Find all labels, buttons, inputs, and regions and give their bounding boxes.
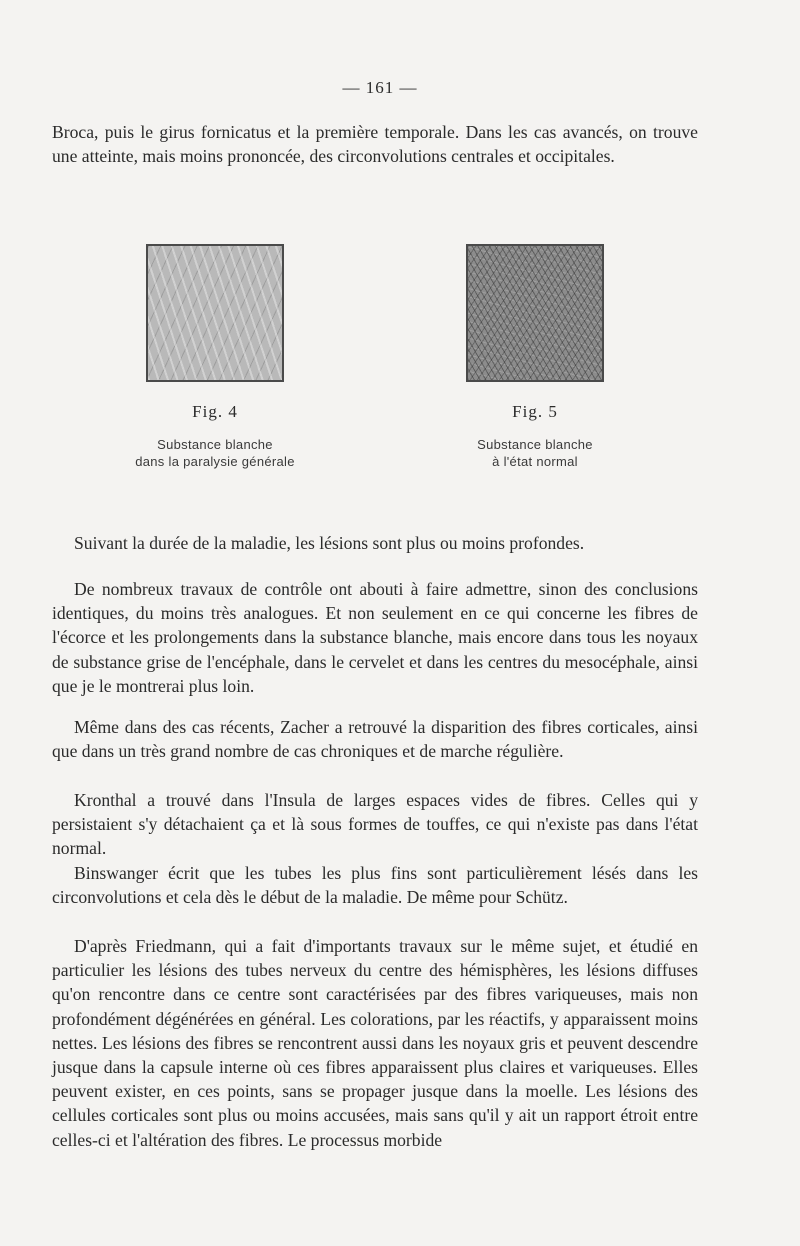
figure-5-label: Fig. 5 (512, 402, 558, 421)
figure-4-image (146, 244, 284, 382)
figure-4-caption-line2: dans la paralysie générale (135, 454, 295, 469)
intro-paragraph: Broca, puis le girus fornicatus et la première temporale. Dans les cas avancés, on trouve une atteinte, mais moins prononcée, des circonvolutions centrales et occipitales. (52, 122, 698, 167)
figure-5-caption-line2: à l'état normal (492, 454, 578, 469)
figure-4-caption (95, 436, 335, 470)
figure-4 (95, 244, 335, 470)
page-number: — 161 — (342, 78, 418, 97)
figure-5-caption-line1: Substance blanche (477, 437, 593, 452)
figure-5 (415, 244, 655, 470)
figure-4-caption-line1: Substance blanche (157, 437, 273, 452)
figure-5-caption (415, 436, 655, 470)
paragraph-friedmann: D'après Friedmann, qui a fait d'importants travaux sur le même sujet, et étudié en particulier les lésions des tubes nerveux du centre des hémisphères, les lésions diffuses qu'on rencontre dans ce centre sont caractérisées par des fibres variqueuses, mais non profondément dégénérées en général. Les colorations, par les réactifs, y apparaissent moins nettes. Les lésions des fibres se rencontrent aussi dans les noyaux gris et peuvent descendre jusque dans la capsule interne où ces fibres apparaissent plus claires et variqueuses. Elles peuvent exister, en ces points, sans se propager jusque dans la moelle. Les lésions des cellules corticales sont plus ou moins accusées, mais sans qu'il y ait un rapport étroit entre celles-ci et l'altération des fibres. Le processus morbide (52, 936, 698, 1150)
figure-5-image (466, 244, 604, 382)
paragraph-kronthal: Kronthal a trouvé dans l'Insula de larges espaces vides de fibres. Celles qui y persistaient s'y détachaient ça et là sous formes de touffes, ce qui n'existe pas dans l'état normal. (52, 790, 698, 859)
paragraph-duree: Suivant la durée de la maladie, les lésions sont plus ou moins profondes. (74, 533, 585, 553)
paragraph-travaux: De nombreux travaux de contrôle ont abouti à faire admettre, sinon des conclusions identiques, du moins très analogues. Et non seulement en ce qui concerne les fibres de l'écorce et les prolongements dans la substance blanche, mais encore dans tous les noyaux de substance grise de l'encéphale, dans le cervelet et dans les centres du mesocéphale, ainsi que je le montrerai plus loin. (52, 579, 698, 696)
figure-4-label: Fig. 4 (192, 402, 238, 421)
paragraph-binswanger: Binswanger écrit que les tubes les plus fins sont particulièrement lésés dans les circonvolutions et cela dès le début de la maladie. De même pour Schütz. (52, 863, 698, 908)
paragraph-zacher: Même dans des cas récents, Zacher a retrouvé la disparition des fibres corticales, ainsi que dans un très grand nombre de cas chroniques et de marche régulière. (52, 717, 698, 762)
